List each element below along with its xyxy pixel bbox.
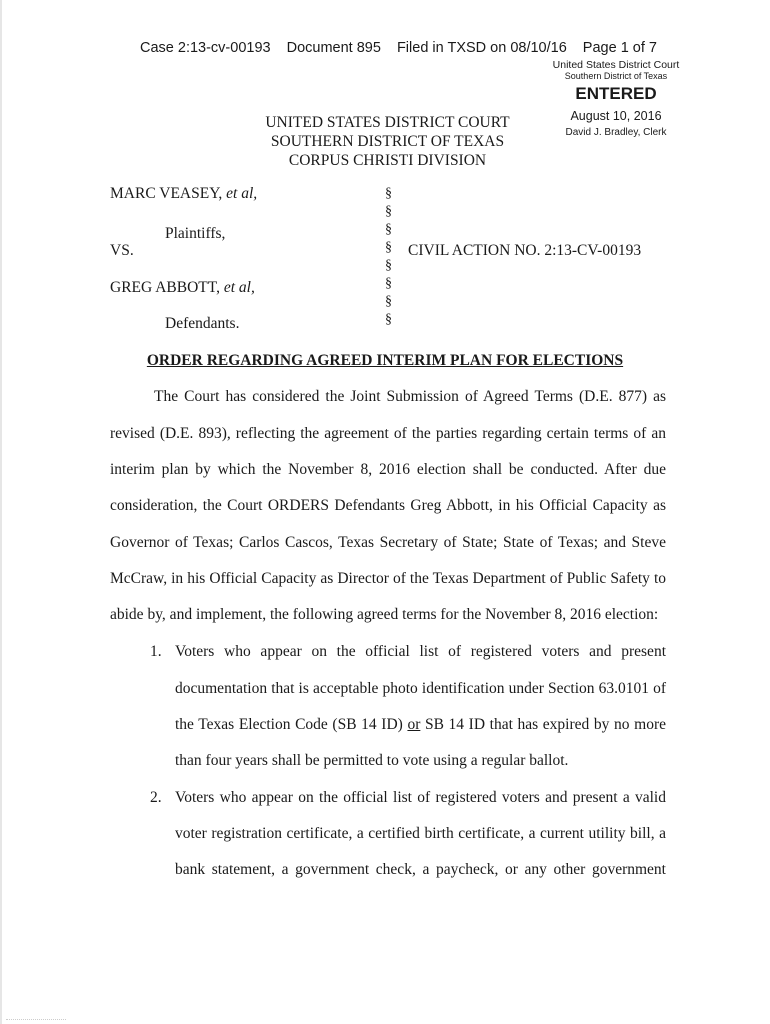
section-symbol: § xyxy=(385,204,392,219)
item-line: documentation that is acceptable photo identification under Section 63.0101 of xyxy=(175,680,666,697)
body-line: Governor of Texas; Carlos Cascos, Texas Secretary of State; State of Texas; and Steve xyxy=(110,534,666,551)
body-line: interim plan by which the November 8, 2016 election shall be conducted. After due xyxy=(110,461,666,478)
body-line: revised (D.E. 893), reflecting the agreement of the parties regarding certain terms of an xyxy=(110,425,666,442)
item-line: bank statement, a government check, a paycheck, or any other government xyxy=(175,861,666,878)
plaintiff-et-al: et al, xyxy=(226,185,258,202)
item-line: the Texas Election Code (SB 14 ID) or SB 14 ID that has expired by no more xyxy=(175,716,666,733)
section-symbol: § xyxy=(385,258,392,273)
court-heading xyxy=(200,113,575,170)
filed-date: Filed in TXSD on 08/10/16 xyxy=(396,40,567,56)
case-number: Case 2:13-cv-00193 xyxy=(140,40,271,56)
section-symbol: § xyxy=(385,240,392,255)
stamp-clerk: David J. Bradley, Clerk xyxy=(565,127,667,138)
item-number: 1. xyxy=(150,643,162,660)
scan-mark xyxy=(6,1019,66,1022)
body-line: abide by, and implement, the following agreed terms for the November 8, 2016 election: xyxy=(110,606,659,623)
stamp-court: United States District Court xyxy=(552,59,680,71)
versus-label: VS. xyxy=(110,242,134,259)
scan-edge xyxy=(0,0,2,1024)
stamp-status: ENTERED xyxy=(575,84,657,103)
item-line: than four years shall be permitted to vote using a regular ballot. xyxy=(175,752,569,769)
page-indicator: Page 1 of 7 xyxy=(582,40,657,56)
section-symbol: § xyxy=(385,294,392,309)
court-heading-line: SOUTHERN DISTRICT OF TEXAS xyxy=(270,133,505,150)
defendant-et-al: et al, xyxy=(223,279,255,296)
filing-header xyxy=(140,40,657,56)
stamp-date: August 10, 2016 xyxy=(570,109,662,123)
section-symbol: § xyxy=(385,186,392,201)
section-symbol: § xyxy=(385,276,392,291)
item-number: 2. xyxy=(150,789,162,806)
underlined-or: or xyxy=(407,716,421,733)
plaintiffs-label: Plaintiffs, xyxy=(165,225,226,242)
civil-action-number: CIVIL ACTION NO. 2:13-CV-00193 xyxy=(408,242,642,259)
document-number: Document 895 xyxy=(286,40,381,56)
order-title: ORDER REGARDING AGREED INTERIM PLAN FOR ELECTIONS xyxy=(146,352,624,369)
plaintiff-name: MARC VEASEY, et al, xyxy=(110,185,258,202)
court-heading-line: UNITED STATES DISTRICT COURT xyxy=(265,114,510,131)
section-symbol: § xyxy=(385,222,392,237)
body-line: consideration, the Court ORDERS Defendants Greg Abbott, in his Official Capacity as xyxy=(110,497,666,514)
stamp-district: Southern District of Texas xyxy=(564,71,668,81)
court-heading-line: CORPUS CHRISTI DIVISION xyxy=(288,152,487,169)
item-line: Voters who appear on the official list of registered voters and present a valid xyxy=(175,789,666,806)
defendants-label: Defendants. xyxy=(165,315,240,332)
section-symbol: § xyxy=(385,312,392,327)
body-line: The Court has considered the Joint Submission of Agreed Terms (D.E. 877) as xyxy=(154,388,666,405)
item-line: Voters who appear on the official list of registered voters and present xyxy=(175,643,666,660)
item-line: voter registration certificate, a certified birth certificate, a current utility bill, a xyxy=(175,825,666,842)
body-line: McCraw, in his Official Capacity as Director of the Texas Department of Public Safety to xyxy=(110,570,666,587)
defendant-name: GREG ABBOTT, et al, xyxy=(110,279,255,296)
